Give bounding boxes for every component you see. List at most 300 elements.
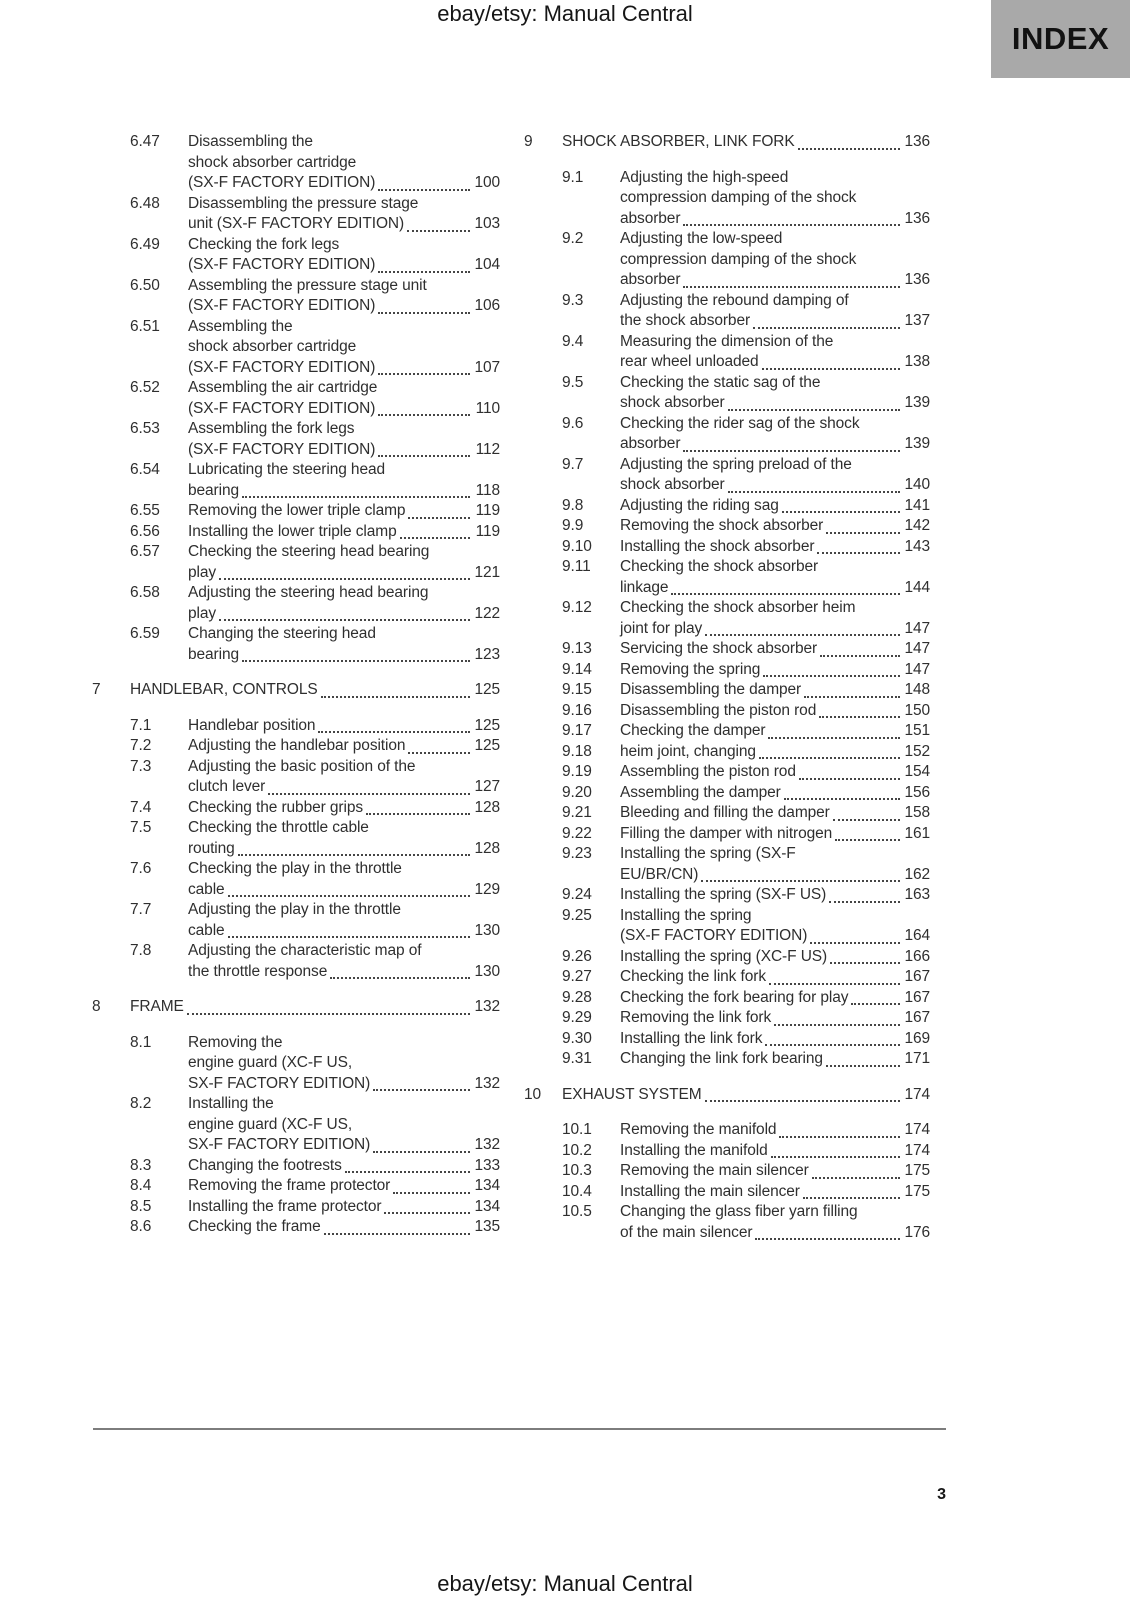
toc-title-line: engine guard (XC-F US, [188, 1115, 353, 1133]
dot-leader [324, 1233, 470, 1235]
toc-title-line: Measuring the dimension of the [620, 332, 834, 350]
toc-entry [524, 660, 930, 681]
toc-entry-title [188, 1217, 500, 1238]
toc-page-ref: 112 [475, 440, 500, 458]
dot-leader [798, 148, 900, 150]
toc-entry-title [188, 378, 500, 419]
toc-line-text: play [188, 604, 217, 622]
toc-entry-title [188, 132, 500, 194]
toc-leader-line [620, 885, 930, 906]
toc-entry-title [620, 373, 930, 414]
toc-page-ref: 137 [904, 312, 930, 329]
toc-page-ref: 103 [474, 215, 500, 232]
toc-title-line: Checking the play in the throttle [188, 860, 402, 877]
toc-entry [92, 1156, 500, 1177]
toc-leader-line [620, 947, 930, 968]
toc-leader-line [620, 209, 930, 230]
dot-leader [683, 286, 900, 288]
toc-page-ref: 142 [904, 517, 930, 534]
toc-entry-title [620, 291, 930, 332]
toc-page-ref: 136 [904, 209, 930, 227]
toc-entry-title [188, 522, 500, 543]
dot-leader [228, 936, 470, 938]
toc-line-text: shock absorber [620, 476, 725, 493]
toc-page-ref: 171 [904, 1050, 930, 1067]
toc-entry-number: 9.27 [562, 968, 592, 985]
toc-leader-line [188, 1197, 500, 1218]
toc-entry-title [620, 1161, 930, 1182]
toc-line-text: Removing the link fork [620, 1009, 772, 1026]
toc-entry [92, 859, 500, 900]
toc-leader-line [188, 296, 500, 317]
toc-title-line: Checking the fork legs [188, 235, 340, 253]
toc-entry [524, 844, 930, 885]
toc-entry-title [188, 736, 500, 757]
toc-entry-number: 7.2 [130, 737, 152, 754]
toc-leader-line [620, 988, 930, 1009]
toc-entry [524, 947, 930, 968]
toc-line-text: rear wheel unloaded [620, 353, 759, 370]
dot-leader [330, 977, 470, 979]
toc-line-text: Removing the spring [620, 660, 761, 678]
toc-title-line: Adjusting the characteristic map of [188, 942, 422, 959]
toc-leader-line [620, 270, 930, 291]
toc-entry-number: 7.8 [130, 942, 152, 959]
toc-entry [524, 1029, 930, 1050]
toc-entry [92, 501, 500, 522]
toc-page-ref: 148 [904, 681, 930, 698]
toc-entry-number: 6.54 [130, 461, 160, 478]
toc-page-ref: 166 [904, 947, 930, 965]
dot-leader [799, 778, 900, 780]
dot-leader [851, 1003, 900, 1005]
toc-entry [92, 235, 500, 276]
toc-line-text: EXHAUST SYSTEM [562, 1085, 702, 1103]
dot-leader [728, 491, 900, 493]
toc-line-text: Checking the frame [188, 1218, 321, 1235]
dot-leader [705, 634, 900, 636]
dot-leader [765, 1044, 900, 1046]
toc-leader-line [188, 798, 500, 819]
toc-entry-number: 6.47 [130, 133, 160, 150]
toc-line-text: FRAME [130, 998, 184, 1015]
dot-leader [817, 552, 900, 554]
toc-line-text: shock absorber [620, 394, 725, 411]
toc-leader-line [130, 680, 500, 701]
toc-leader-line [188, 563, 500, 584]
toc-title-line: Adjusting the play in the throttle [188, 901, 401, 918]
toc-leader-line [188, 214, 500, 235]
toc-entry [524, 516, 930, 537]
toc-entry-number: 7.6 [130, 860, 152, 877]
toc-entry-title [188, 1033, 500, 1095]
toc-leader-line [188, 604, 500, 625]
toc-line-text: Changing the footrests [188, 1156, 342, 1174]
toc-line-text: bearing [188, 645, 240, 663]
toc-entry-number: 9.16 [562, 701, 592, 719]
toc-line-text: unit (SX-F FACTORY EDITION) [188, 215, 405, 232]
toc-title-line: Installing the spring (SX-F [620, 845, 796, 862]
toc-column-right [524, 132, 930, 1243]
toc-line-text: HANDLEBAR, CONTROLS [130, 681, 318, 698]
toc-entry-number: 8.1 [130, 1033, 152, 1051]
dot-leader [782, 511, 900, 513]
toc-section [524, 1085, 930, 1244]
toc-entry-title [188, 818, 500, 859]
toc-entry-number: 9.23 [562, 845, 592, 862]
toc-entry-title [620, 168, 930, 230]
toc-entry-title [188, 757, 500, 798]
toc-leader-line [620, 1008, 930, 1029]
toc-page-ref: 147 [904, 660, 930, 678]
index-badge-label: INDEX [1011, 21, 1110, 56]
toc-line-text: routing [188, 839, 235, 857]
toc-section-header [92, 997, 500, 1018]
toc-line-text: heim joint, changing [620, 742, 756, 760]
toc-leader-line [620, 701, 930, 722]
toc-leader-line [620, 619, 930, 640]
toc-title-line: compression damping of the shock [620, 250, 857, 268]
toc-page-ref: 104 [474, 256, 500, 273]
toc-entry [524, 967, 930, 988]
toc-entry-title [620, 332, 930, 373]
toc-page-ref: 129 [474, 880, 500, 898]
toc-leader-line [620, 680, 930, 701]
toc-section-header [524, 1085, 930, 1106]
dot-leader [701, 880, 900, 882]
toc-entry [524, 885, 930, 906]
toc-line-text: Removing the main silencer [620, 1162, 809, 1179]
toc-section-title [562, 132, 930, 153]
toc-entry-number: 8.2 [130, 1095, 152, 1112]
toc-line-text: Installing the shock absorber [620, 537, 815, 555]
toc-page-ref: 134 [474, 1197, 500, 1215]
toc-entry [524, 988, 930, 1009]
toc-leader-line [188, 1135, 500, 1156]
toc-leader-line [620, 1120, 930, 1141]
toc-title-line: Disassembling the [188, 133, 313, 150]
toc-entry-number: 6.59 [130, 625, 160, 642]
toc-section-number: 7 [92, 681, 101, 698]
toc-title-line: Lubricating the steering head [188, 461, 386, 478]
toc-entry-number: 10.4 [562, 1182, 592, 1200]
toc-page-ref: 138 [904, 353, 930, 370]
toc-line-text: (SX-F FACTORY EDITION) [188, 256, 376, 273]
toc-leader-line [188, 255, 500, 276]
toc-entry [524, 701, 930, 722]
toc-entry-title [620, 824, 930, 845]
dot-leader [384, 1212, 470, 1214]
dot-leader [774, 1024, 900, 1026]
toc-leader-line [620, 721, 930, 742]
toc-page-ref: 139 [904, 435, 930, 452]
toc-leader-line [188, 522, 500, 543]
toc-page-ref: 128 [474, 839, 500, 857]
toc-entry [524, 1202, 930, 1243]
toc-line-text: Assembling the piston rod [620, 763, 796, 780]
toc-line-text: Removing the manifold [620, 1121, 777, 1138]
dot-leader [408, 517, 470, 519]
toc-line-text: clutch lever [188, 778, 266, 795]
toc-page-ref: 167 [904, 988, 930, 1006]
toc-entry [524, 414, 930, 455]
toc-entry-title [188, 460, 500, 501]
toc-entry-number: 9.5 [562, 373, 584, 391]
toc-entry-title [620, 1182, 930, 1203]
toc-entry-number: 9.26 [562, 947, 592, 965]
toc-entry-title [620, 1008, 930, 1029]
toc-entry-title [620, 721, 930, 742]
toc-line-text: Changing the link fork bearing [620, 1050, 823, 1067]
toc-line-text: EU/BR/CN) [620, 865, 699, 883]
toc-entry [92, 1094, 500, 1156]
toc-leader-line [188, 777, 500, 798]
toc-page-ref: 147 [904, 619, 930, 637]
dot-leader [378, 312, 470, 314]
toc-title-line: Adjusting the steering head bearing [188, 584, 429, 601]
toc-leader-line [620, 393, 930, 414]
toc-entry-title [620, 783, 930, 804]
toc-page-ref: 158 [904, 804, 930, 821]
toc-entry-title [188, 542, 500, 583]
toc-line-text: absorber [620, 435, 681, 452]
toc-line-text: Disassembling the damper [620, 681, 802, 698]
toc-line-text: Handlebar position [188, 716, 316, 734]
toc-entry-title [620, 885, 930, 906]
toc-leader-line [130, 997, 500, 1018]
toc-leader-line [620, 496, 930, 517]
toc-entry [92, 757, 500, 798]
dot-leader [219, 619, 470, 621]
toc-entry-number: 9.18 [562, 742, 592, 760]
toc-leader-line [620, 434, 930, 455]
toc-page-ref: 161 [904, 824, 930, 842]
dot-leader [683, 450, 900, 452]
toc-entry-title [188, 501, 500, 522]
toc-line-text: absorber [620, 271, 681, 288]
dot-leader [378, 373, 470, 375]
index-badge [991, 0, 1130, 78]
toc-entry [524, 537, 930, 558]
toc-entry-number: 9.2 [562, 230, 584, 247]
toc-page-ref: 152 [904, 742, 930, 760]
toc-page-ref: 125 [474, 716, 500, 734]
dot-leader [187, 1013, 470, 1015]
toc-page-ref: 119 [475, 502, 500, 519]
toc-entry-title [620, 414, 930, 455]
toc-page-ref: 133 [474, 1156, 500, 1174]
toc-entry-number: 9.29 [562, 1009, 592, 1026]
toc-leader-line [188, 839, 500, 860]
toc-page-ref: 132 [474, 998, 500, 1015]
dot-leader [268, 793, 470, 795]
dot-leader [242, 660, 470, 662]
toc-leader-line [188, 645, 500, 666]
toc-page-ref: 175 [904, 1162, 930, 1179]
toc-entry-number: 6.51 [130, 317, 160, 335]
toc-line-text: Installing the spring (XC-F US) [620, 947, 828, 965]
toc-page-ref: 110 [475, 399, 500, 417]
toc-entry-number: 6.56 [130, 522, 160, 540]
toc-line-text: Adjusting the handlebar position [188, 737, 406, 754]
toc-leader-line [620, 1161, 930, 1182]
toc-section [92, 997, 500, 1238]
toc-line-text: of the main silencer [620, 1223, 753, 1241]
toc-entry-number: 9.19 [562, 763, 592, 780]
toc-page-ref: 150 [904, 701, 930, 719]
toc-entry-number: 9.21 [562, 804, 592, 821]
dot-leader [826, 532, 900, 534]
toc-leader-line [620, 660, 930, 681]
dot-leader [830, 962, 900, 964]
toc-leader-line [188, 716, 500, 737]
toc-entry [92, 1197, 500, 1218]
dot-leader [728, 409, 900, 411]
toc-page-ref: 164 [904, 927, 930, 944]
toc-leader-line [620, 475, 930, 496]
dot-leader [671, 593, 900, 595]
toc-entry [524, 229, 930, 291]
toc-leader-line [562, 1085, 930, 1106]
toc-page-ref: 130 [474, 962, 500, 980]
toc-leader-line [620, 1141, 930, 1162]
toc-entry [524, 496, 930, 517]
toc-line-text: Removing the shock absorber [620, 517, 824, 534]
toc-entry-number: 6.50 [130, 276, 160, 294]
dot-leader [393, 1192, 470, 1194]
dot-leader [228, 895, 470, 897]
toc-line-text: the shock absorber [620, 312, 751, 329]
toc-entry-title [188, 941, 500, 982]
toc-page-ref: 162 [904, 865, 930, 883]
toc-entry [92, 716, 500, 737]
toc-line-text: Installing the lower triple clamp [188, 522, 397, 540]
toc-page-ref: 136 [904, 271, 930, 288]
toc-page-ref: 128 [474, 798, 500, 816]
dot-leader [759, 757, 900, 759]
toc-entry [92, 900, 500, 941]
toc-entry-number: 6.52 [130, 379, 160, 396]
toc-line-text: bearing [188, 481, 240, 499]
toc-page-ref: 174 [904, 1085, 930, 1103]
toc-title-line: Checking the shock absorber [620, 558, 819, 575]
toc-entry [92, 419, 500, 460]
toc-section [92, 132, 500, 665]
toc-entry-title [620, 906, 930, 947]
toc-title-line: Removing the [188, 1033, 283, 1051]
toc-leader-line [562, 132, 930, 153]
toc-entry-title [188, 235, 500, 276]
dot-leader [345, 1171, 470, 1173]
toc-line-text: Checking the rubber grips [188, 798, 363, 816]
dot-leader [784, 798, 900, 800]
toc-entry-number: 9.14 [562, 660, 592, 678]
toc-entry-number: 9.6 [562, 414, 584, 432]
toc-page-ref: 144 [904, 578, 930, 596]
toc-page-ref: 154 [904, 763, 930, 780]
toc-line-text: SX-F FACTORY EDITION) [188, 1136, 371, 1153]
toc-entry-number: 9.4 [562, 332, 584, 350]
toc-entry-number: 6.48 [130, 194, 160, 212]
toc-entry-number: 7.3 [130, 757, 152, 775]
dot-leader [683, 224, 900, 226]
toc-entry [524, 762, 930, 783]
toc-entry [524, 721, 930, 742]
toc-page-ref: 125 [474, 681, 500, 698]
toc-entry-title [188, 276, 500, 317]
toc-leader-line [620, 352, 930, 373]
toc-leader-line [620, 537, 930, 558]
toc-entry-title [188, 1176, 500, 1197]
toc-line-text: Checking the link fork [620, 968, 766, 985]
dot-leader [407, 230, 470, 232]
dot-leader [219, 578, 470, 580]
toc-entry [524, 557, 930, 598]
toc-page-ref: 169 [904, 1029, 930, 1047]
toc-leader-line [620, 824, 930, 845]
toc-page-ref: 132 [474, 1074, 500, 1092]
toc-section-number: 10 [524, 1085, 542, 1103]
toc-entry-title [620, 557, 930, 598]
dot-leader [820, 655, 900, 657]
toc-entry-number: 6.49 [130, 235, 160, 253]
toc-entry-number: 8.6 [130, 1218, 152, 1235]
toc-line-text: Checking the damper [620, 722, 766, 739]
dot-leader [705, 1100, 900, 1102]
toc-entry [524, 455, 930, 496]
toc-entry [92, 317, 500, 379]
toc-entry-title [620, 455, 930, 496]
toc-entry [92, 378, 500, 419]
toc-line-text: Installing the spring (SX-F US) [620, 886, 827, 903]
toc-title-line: Adjusting the spring preload of the [620, 455, 852, 473]
toc-entry-title [188, 583, 500, 624]
toc-title-line: Assembling the fork legs [188, 420, 355, 437]
toc-entry-number: 9.22 [562, 824, 592, 842]
toc-entry [524, 783, 930, 804]
toc-leader-line [620, 742, 930, 763]
toc-page-ref: 125 [474, 737, 500, 754]
toc-entry-title [620, 742, 930, 763]
toc-entry-number: 6.55 [130, 502, 160, 519]
toc-entry-number: 9.28 [562, 988, 592, 1006]
toc-page-ref: 127 [474, 778, 500, 795]
toc-entry-title [188, 900, 500, 941]
toc-entry-title [188, 624, 500, 665]
toc-page-ref: 118 [475, 481, 500, 499]
toc-line-text: Adjusting the riding sag [620, 496, 779, 514]
toc-section-title [562, 1085, 930, 1106]
toc-title-line: Checking the shock absorber heim [620, 599, 856, 616]
toc-entry [524, 1141, 930, 1162]
toc-entry-number: 8.4 [130, 1177, 152, 1194]
toc-entry-number: 10.3 [562, 1162, 592, 1179]
toc-entry [92, 736, 500, 757]
toc-title-line: Adjusting the high-speed [620, 168, 789, 186]
toc-entry [92, 194, 500, 235]
dot-leader [238, 854, 470, 856]
dot-leader [753, 327, 900, 329]
toc-page-ref: 175 [904, 1182, 930, 1200]
toc-entry-number: 9.9 [562, 517, 584, 534]
toc-leader-line [188, 1176, 500, 1197]
toc-entry-title [188, 317, 500, 379]
toc-entry-title [620, 1049, 930, 1070]
toc-line-text: linkage [620, 578, 669, 596]
toc-entry-title [620, 844, 930, 885]
page-footer [0, 1571, 1130, 1597]
dot-leader [762, 368, 900, 370]
